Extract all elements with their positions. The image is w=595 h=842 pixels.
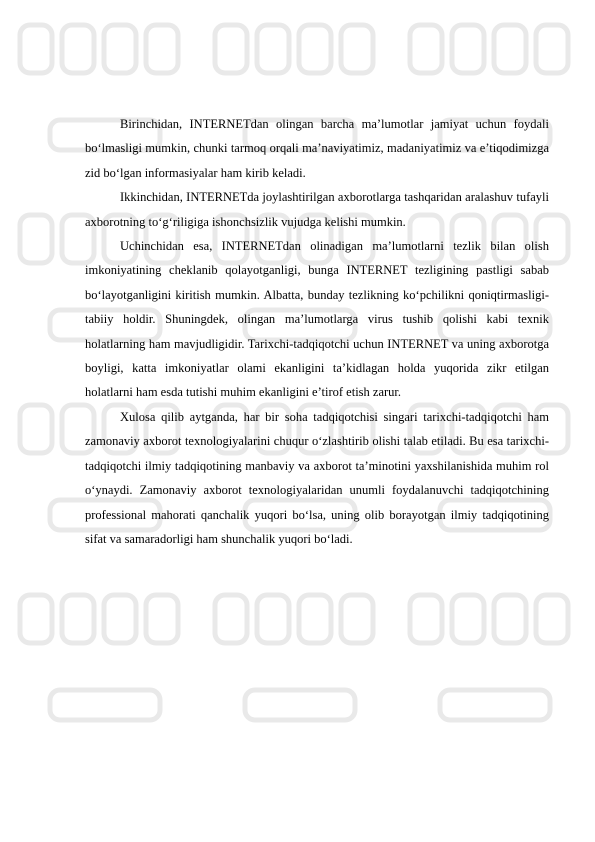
watermark-tile [20,595,178,720]
watermark-glyph [62,25,94,73]
watermark-glyph [299,25,331,73]
watermark-glyph [494,25,526,73]
watermark-glyph [257,595,289,643]
watermark-glyph [299,595,331,643]
watermark-glyph [452,595,484,643]
paragraph-4: Xulosa qilib aytganda, har bir soha tadqiqotchisi singari tarixchi-tadqiqotchi ham zamonaviy axborot texnologiyalarini chuqur o‘zlashtirib olishi talab etiladi. Bu esa tarixchi-tadqiqotchi ilmiy tadqiqotining manbaviy va axborot ta’minotini yaxshilanishida muhim rol o‘ynaydi. Zamonaviy axborot texnologiyalaridan unumli foydalanuvchi tadqiqotchining professional mahorati qanchalik yuqori bo‘lsa, uning olib borayotgan ilmiy tadqiqotining sifat va samaradorligi ham shunchalik yuqori bo‘ladi. [85,409,549,546]
watermark-glyph [20,215,52,263]
watermark-glyph [20,595,52,643]
watermark-glyph [341,595,373,643]
watermark-glyph [215,25,247,73]
document-body [85,112,549,551]
watermark-glyph [215,595,247,643]
watermark-tile [410,595,568,720]
paragraph-1: Birinchidan, INTERNETdan olingan barcha ma’lumotlar jamiyat uchun foydali bo‘lmasligi mumkin, chunki tarmoq orqali ma’naviyatimiz, madaniyatimiz va e’tiqodimizga zid bo‘lgan informasiyalar ham kirib keladi. [85,117,549,180]
watermark-glyph [257,25,289,73]
watermark-glyph [146,25,178,73]
watermark-glyph [536,25,568,73]
watermark-glyph [104,595,136,643]
watermark-glyph [440,690,550,720]
paragraph-3: Uchinchidan esa, INTERNETdan olinadigan ma’lumotlarni tezlik bilan olish imkoniyatining cheklanib qolayotganligi, bunga INTERNET tezligining pastligi sabab bo‘layotganligini kiritish mumkin. Albatta, bunday tezlikning ko‘pchilikni qoniqtirmasligi-tabiiy holdir. Shuningdek, olingan ma’lumotlarga virus tushib qolishi kabi texnik holatlarning ham mavjudligidir. Tarixchi-tadqiqotchi uchun INTERNET va uning axborotga boyligi, katta imkoniyatlar olami ekanligini ta’kidlagan holda yuqorida zikr etilgan holatlarni ham esda tutishi muhim ekanligini e’tirof etish zarur. [85,239,549,400]
watermark-glyph [452,25,484,73]
paragraph-2: Ikkinchidan, INTERNETda joylashtirilgan axborotlarga tashqaridan aralashuv tufayli axborotning to‘g‘riligiga ishonchsizlik vujudga kelishi mumkin. [85,190,549,229]
watermark-glyph [410,595,442,643]
watermark-glyph [245,690,355,720]
watermark-glyph [62,595,94,643]
watermark-glyph [20,405,52,453]
watermark-glyph [146,595,178,643]
watermark-glyph [50,690,160,720]
watermark-glyph [341,25,373,73]
watermark-glyph [20,25,52,73]
watermark-glyph [410,25,442,73]
watermark-glyph [494,595,526,643]
watermark-glyph [536,595,568,643]
watermark-tile [215,595,373,720]
watermark-glyph [104,25,136,73]
